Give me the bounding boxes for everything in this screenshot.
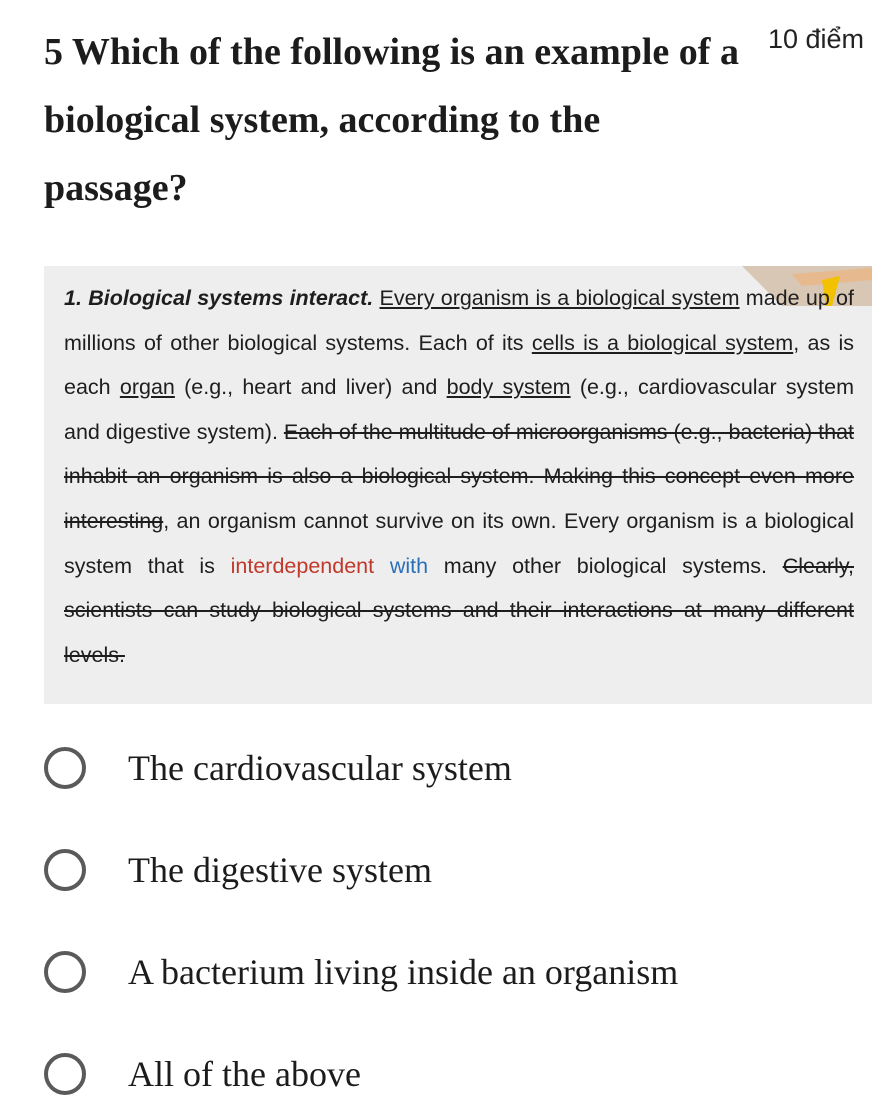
passage-seg1: Every organism is a biological system [379, 286, 740, 310]
passage-seg11: interdependent [230, 553, 375, 578]
option-4[interactable] [44, 1044, 844, 1104]
option-label: All of the above [128, 1054, 361, 1094]
passage-seg7: body system [446, 375, 571, 400]
option-3[interactable] [44, 942, 844, 1002]
passage-heading: 1. Biological systems interact. [64, 286, 374, 310]
radio-button[interactable] [44, 951, 86, 993]
question-body: Which of the following is an example of a biological system, according to the passage? [44, 31, 739, 209]
option-2[interactable] [44, 840, 844, 900]
radio-button[interactable] [44, 747, 86, 789]
passage-seg2: made up of millions of other biological systems. Each of its [64, 286, 854, 355]
option-label: The digestive system [128, 850, 432, 890]
passage-seg10: , an organism cannot survive on its own. Every organism is a biological system that is [64, 508, 854, 578]
option-1[interactable] [44, 738, 844, 798]
passage-seg5: organ [119, 375, 175, 400]
passage-seg4: , as is each [64, 330, 855, 400]
question-text [44, 18, 744, 222]
passage-image [44, 266, 872, 704]
passage-seg14: Clearly, scientists can study biological systems and their interactions at many different levels. [64, 553, 854, 667]
option-label: The cardiovascular system [128, 748, 512, 788]
passage-seg8: (e.g., cardiovascular system and digestive system). [64, 375, 854, 444]
passage-seg12: with [389, 553, 429, 578]
passage-seg6: (e.g., heart and liver) and [174, 375, 447, 400]
passage-seg13: many other biological systems. [428, 553, 783, 578]
passage-seg9: Each of the multitude of microorganisms (e.g., bacteria) that inhabit an organism is also a biological system. Making this concept even more interesting [64, 419, 854, 533]
question-number: 5 [44, 31, 63, 73]
option-label: A bacterium living inside an organism [128, 952, 679, 992]
radio-button[interactable] [44, 1053, 86, 1095]
radio-button[interactable] [44, 849, 86, 891]
passage-text [64, 276, 854, 677]
passage-seg3: cells is a biological system [531, 330, 794, 355]
points-label: 10 điểm [767, 24, 864, 54]
